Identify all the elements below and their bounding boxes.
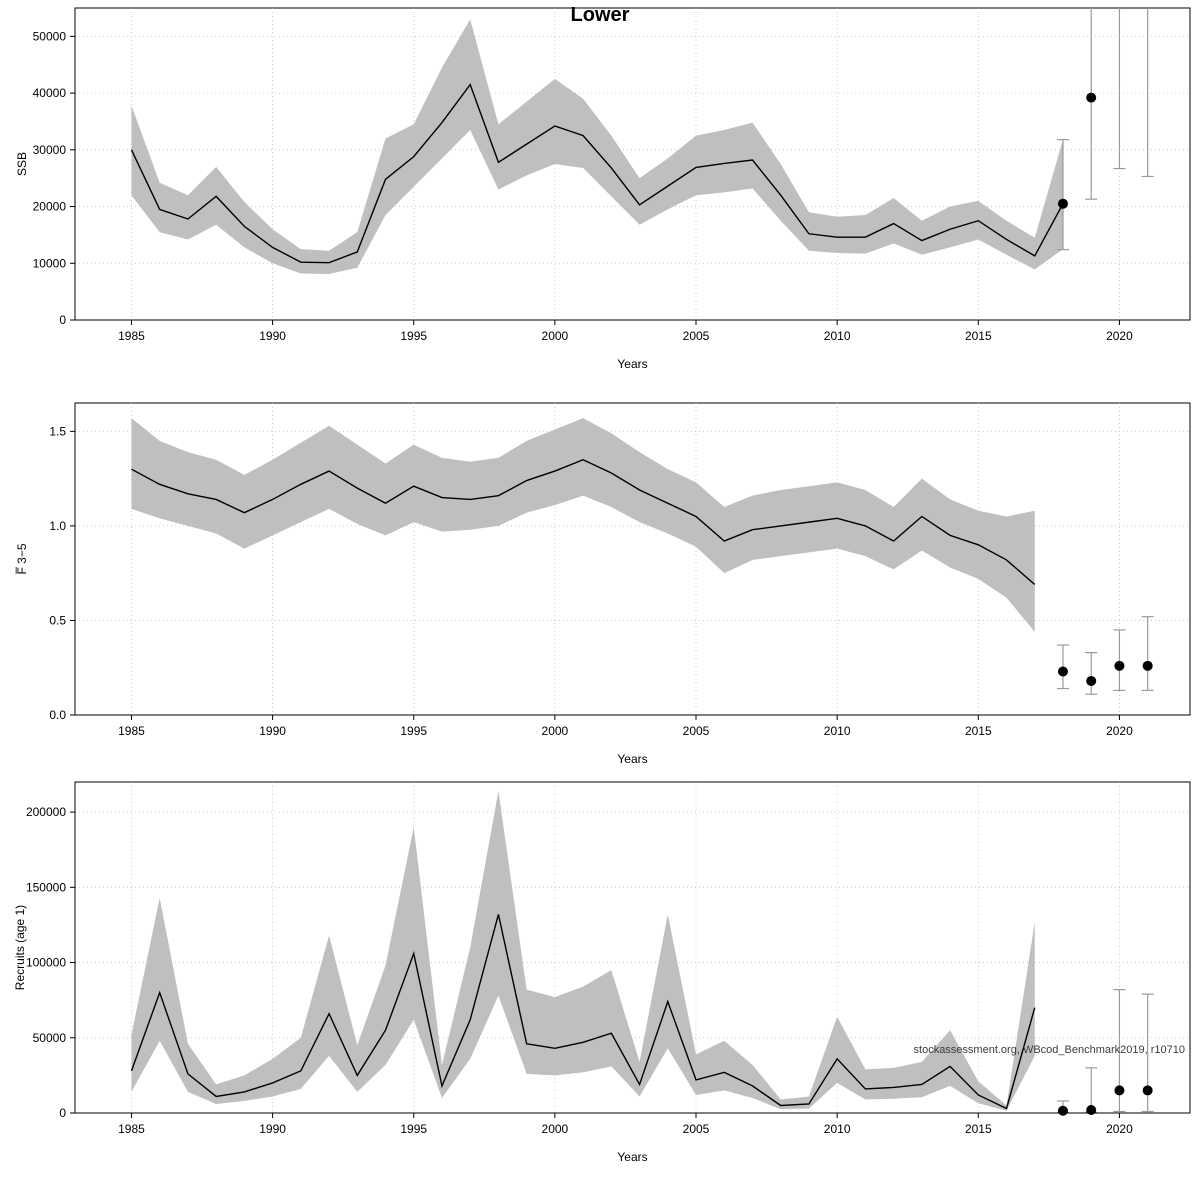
- watermark-text: stockassessment.org, WBcod_Benchmark2019, r10710: [913, 1044, 1185, 1056]
- y-tick-label: 10000: [32, 256, 66, 271]
- forecast-error-bar: [1142, 617, 1154, 691]
- x-tick-label: 2010: [823, 1122, 851, 1136]
- x-tick-label: 2000: [541, 1122, 569, 1136]
- y-tick-label: 20000: [32, 199, 66, 214]
- forecast-point: [1143, 661, 1153, 671]
- forecast-error-bar: [1085, 653, 1097, 695]
- forecast-error-bar: [1113, 630, 1125, 691]
- x-tick-label: 1985: [118, 1122, 145, 1136]
- recruits-chart: [0, 770, 1200, 1200]
- uncertainty-ribbon: [131, 791, 1034, 1111]
- panel-ssb: [0, 0, 1200, 385]
- forecast-error-bar: [1142, 8, 1154, 176]
- x-tick-label: 2015: [964, 724, 992, 738]
- x-tick-label: 2005: [682, 1122, 710, 1136]
- uncertainty-ribbon: [131, 19, 1063, 274]
- ssb-chart: [0, 0, 1200, 385]
- forecast-point: [1086, 676, 1096, 686]
- forecast-point: [1086, 93, 1096, 103]
- x-tick-label: 2005: [682, 724, 710, 738]
- y-tick-label: 50000: [32, 29, 66, 44]
- y-tick-label: 50000: [32, 1030, 66, 1045]
- x-tick-label: 2020: [1106, 329, 1133, 343]
- x-tick-label: 2015: [964, 329, 992, 343]
- y-tick-label: 0.5: [49, 613, 66, 628]
- plot-area: [75, 8, 1190, 320]
- y-tick-label: 100000: [25, 955, 66, 970]
- x-tick-label: 1995: [400, 724, 428, 738]
- forecast-point: [1058, 199, 1068, 209]
- x-tick-label: 2005: [682, 329, 710, 343]
- y-tick-label: 40000: [32, 86, 66, 101]
- forecast-point: [1143, 1085, 1153, 1095]
- y-tick-label: 200000: [25, 805, 66, 820]
- x-tick-label: 2015: [964, 1122, 992, 1136]
- y-tick-label: 1.0: [49, 518, 66, 533]
- fbar-chart: [0, 385, 1200, 770]
- y-axis-title: Recruits (age 1): [13, 904, 27, 991]
- panel-fbar: [0, 385, 1200, 770]
- x-tick-label: 2000: [541, 724, 569, 738]
- x-tick-label: 2010: [823, 329, 851, 343]
- x-axis-title: Years: [617, 357, 648, 371]
- x-axis-title: Years: [617, 1150, 648, 1164]
- x-tick-label: 2020: [1106, 1122, 1133, 1136]
- forecast-point: [1058, 1106, 1068, 1116]
- y-tick-label: 0: [59, 1106, 66, 1120]
- x-tick-label: 2000: [541, 329, 569, 343]
- x-tick-label: 1990: [259, 1122, 286, 1136]
- forecast-point: [1058, 667, 1068, 677]
- x-tick-label: 1995: [400, 329, 428, 343]
- y-tick-label: 1.5: [49, 424, 66, 439]
- forecast-point: [1114, 1085, 1124, 1095]
- y-axis-title: F̅ 3−5: [15, 543, 29, 575]
- x-tick-label: 2020: [1106, 724, 1133, 738]
- y-tick-label: 150000: [25, 880, 66, 895]
- y-tick-label: 30000: [32, 142, 66, 157]
- y-tick-label: 0: [59, 313, 66, 327]
- forecast-error-bar: [1113, 8, 1125, 169]
- panel-recruits: [0, 770, 1200, 1200]
- y-axis-title: SSB: [15, 151, 29, 177]
- x-axis-title: Years: [617, 752, 648, 766]
- x-tick-label: 1995: [400, 1122, 428, 1136]
- x-tick-label: 1990: [259, 724, 286, 738]
- x-tick-label: 1985: [118, 329, 145, 343]
- forecast-point: [1114, 661, 1124, 671]
- x-tick-label: 2010: [823, 724, 851, 738]
- chart-title: Lower: [570, 4, 630, 26]
- y-tick-label: 0.0: [49, 708, 66, 722]
- uncertainty-ribbon: [131, 418, 1034, 632]
- x-tick-label: 1985: [118, 724, 145, 738]
- x-tick-label: 1990: [259, 329, 286, 343]
